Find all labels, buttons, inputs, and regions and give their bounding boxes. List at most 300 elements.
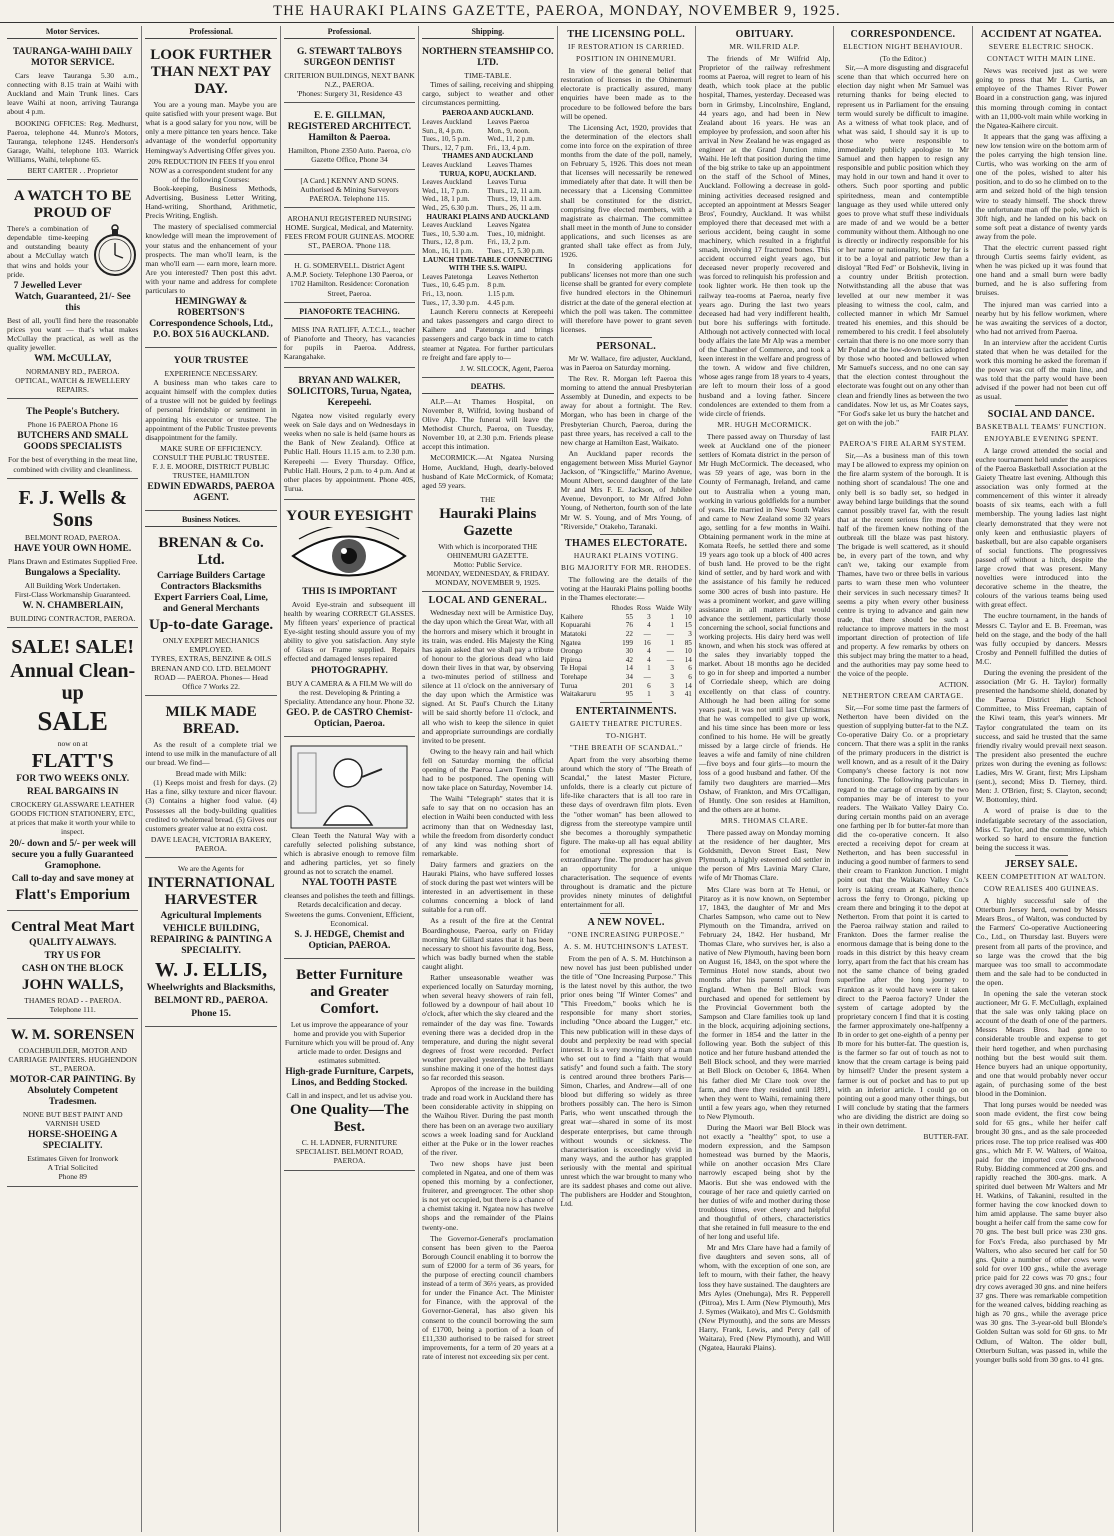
voting-row: [561, 690, 692, 699]
timetable-cell-right: Thurs., 19, 11 a.m.: [487, 195, 542, 204]
article-paragraph: There passed away on Monday morning at the residence of her daughter, Mrs Goldsmith, Devon Street East, New Plymouth, a highly esteemed old settler in the person of Mrs Lavinia Mary Clare, wife of Mr Thomas Clare.: [698, 827, 831, 883]
timetable-row: [422, 281, 553, 290]
timetable-cell-left: Tues., 17, 3.30 p.m.: [422, 298, 480, 307]
article-heading: JERSEY SALE.: [1004, 858, 1078, 870]
article-subheading: IF RESTORATION IS CARRIED.: [568, 42, 685, 51]
timetable-cell-right: Wed., 11, 2 p.m.: [487, 135, 535, 144]
timetable-cell-right: Leaves Paeroa: [487, 118, 530, 127]
article-subheading: "ONE INCREASING PURPOSE.": [567, 929, 685, 939]
vote-count: —: [643, 672, 651, 681]
letter-salutation: (To the Editor.): [879, 54, 927, 64]
ad-hemingway: [145, 42, 276, 348]
article-subheading: CONTACT WITH MAIN LINE.: [986, 54, 1096, 64]
timetable-cell-right: 4.45 p.m.: [487, 298, 515, 307]
article-heading: ACCIDENT AT NGATEA.: [980, 29, 1102, 40]
article-heading: THE LICENSING POLL.: [567, 29, 686, 40]
voting-row: [561, 639, 692, 648]
vote-count: 10: [684, 647, 692, 656]
article-paragraph: The injured man was carried into a nearby hut by his fellow workmen, where he was awaiting the services of a doctor, who had not arrived from Paeroa.: [975, 299, 1107, 336]
timetable-cell-left: LAUNCH TIME-TABLE CONNECTING WITH THE S.S. WAIPU.: [423, 255, 553, 273]
timetable-cell-right: Mon., 9, noon.: [487, 126, 530, 135]
ad-name: WM. McCULLAY,: [34, 354, 112, 365]
article-paragraph: Apropos of the increase in the building trade and road work in Auckland there has been considerable activity in shipping on the Waihou River. During the past month there has been on an average two auxiliary scows a week loading sand for Auckland either at the Puke or in the lower reaches of the river.: [422, 1084, 554, 1157]
divider: [1015, 855, 1068, 856]
article-paragraph: In opening the sale the veteran stock auctioneer, Mr G. F. McCullagh, explained that the sale was only taking place on account of the death of one of the partners. Messrs Mears Bros. had gone to considerable trouble and expense to get their herd together, and when purchasing nothing but the best would suit them. Hence buyers had an unique opportunity, and one that would probably never occur again, of purchasing some of the best blood in the Dominion.: [975, 989, 1107, 1099]
voting-row: [561, 647, 692, 656]
section-heading: DEATHS.: [422, 381, 553, 394]
timetable-row: [422, 161, 553, 170]
article-subheading: KEEN COMPETITION AT WALTON.: [976, 871, 1107, 881]
ad-body: at prices that make it worth your while to inspect.: [10, 818, 136, 837]
ad-line: CASH ON THE BLOCK: [21, 963, 124, 974]
timetable-cell-left: Sun., 8, 4 p.m.: [422, 126, 465, 135]
ad-subtitle: BUTCHERS AND SMALL GOODS SPECIALISTS: [17, 431, 129, 453]
timetable-cell-right: Leaves Netherton: [487, 272, 539, 281]
pocket-watch-icon: [92, 224, 138, 280]
article-paragraph: The friends of Mr Wilfrid Alp, Proprietor of the railway refreshment rooms at Paeroa, will regret to learn of his death, which took place at the public hospital, Thames, yesterday. Deceased was born in Grimsby, Lincolnshire, England, 44 years ago, and had been in New Zealand about 16 years. He was an employee by profession, and soon after his arrival in New Zealand he was engaged as engineer at the Grand Junction mine, Waihi. He left that position during the time of the big strike to take up an appointment on the staff of the School of Mines, Auckland. Following a decrease in gold-mining activities deceased resigned and accepted an appointment at Messrs Seager Bros', Foundry, Auckland. It was whilst employed there that deceased met with a serious accident, being caught in some machinery, which resulted in a frightful smash, involving 17 fractured bones. This accident occurred eight years ago, but deceased never properly recovered and was forced to relinquish his profession and took lighter work. He then took up the railway tea-rooms at Paeroa, nearly five years ago. During the last two years deceased had had very indifferent health, but bore his sufferings with fortitude. Although not actively connected with local body affairs the late Mr Alp was a member of the Chamber of Commerce, and took a keen interest in the welfare and progress of the town. A widow and five children, whose ages range from 18 years to 4 years, are left to mourn their loss of a good husband and a loving father. Sincere condolences are extended to them from a wide circle of friends.: [698, 54, 831, 418]
ad-name: FLATT'S: [31, 750, 114, 773]
ad-motor-service: [7, 42, 138, 180]
ad-footer: BRENAN AND CO. LTD. BELMONT ROAD — PAEROA. Phones— Head Office 7 Works 22.: [151, 663, 272, 691]
paper-incorporated: With which is incorporated THE OHINEMURI GAZETTE.: [438, 541, 538, 560]
ad-title: TAURANGA-WAIHI DAILY MOTOR SERVICE.: [12, 47, 133, 69]
ad-caption: Clean Teeth the Natural Way with a carefully selected polishing substance, which is abrasive enough to remove film and adhering particles, yet so finely ground as not to scratch the enamel.: [283, 830, 416, 877]
ad-body: BOOKING OFFICES: Reg. Medhurst, Paeroa, telephone 44. Munro's Motors, Tauranga, telephone 124S. Henderson's Garage, Waihi, telephone 103. Warrick Williams, Waihi, telephone 65.: [7, 118, 139, 164]
timetable-cell-right: Thurs., 12, 11 a.m.: [487, 186, 542, 195]
article-paragraph: The euchre tournament, in the hands of Messrs C. Taylor and E. B. Freeman, was held on the stage, and the body of the hall was fully occupied by dancers. Messrs Crosby and Pennell fulfilled the duties of M.C.: [975, 611, 1107, 666]
death-notice: ALP.—At Thames Hospital, on November 8, Wilfrid, loving husband of Olive Alp. The funeral will leave the Methodist Church, Paeroa, on Tuesday, November 10, at 2.30 p.m. Friends please accept this intimation.: [422, 396, 554, 452]
paper-published: MONDAY, WEDNESDAY, & FRIDAY.: [426, 569, 550, 579]
column-6: [696, 26, 834, 1532]
article-paragraph: Wednesday next will be Armistice Day, the day upon which the Great War, with all the horrors and misery which it brought in its train, was ended. His Majesty the King has again asked that we shall pay a tribute of honour to the glorious dead who laid down their lives in that war, by observing a two-minutes period of stillness and silence at 11 o'clock on the anniversary of the day upon which the Armistice was signed. At St. Paul's Church the Litany will be said shortly before 11 o'clock, and all who wish to keep the silence in quiet and appropriate surroundings are cordially invited to be present.: [422, 608, 554, 745]
timetable-row: [422, 238, 553, 247]
timetable-row: [422, 144, 553, 153]
ad-name: W. N. CHAMBERLAIN,: [22, 601, 124, 611]
timetable-cell-left: Wed., 25, 6.30 p.m.: [422, 204, 479, 212]
timetable-row: [422, 273, 553, 282]
ad-eyesight: [284, 503, 415, 737]
timetable-body: [422, 109, 553, 307]
article-paragraph: A word of praise is due to the indefatigable secretary of the association, Miss C. Taylor, and the committee, which worked so hard to ensure the function being the success it was.: [975, 806, 1107, 852]
letter-paragraph: Sir,—A more disgusting and disgraceful scene than that which occurred here on election day night when Mr Samuel was returning thanks for being elected to represent us in Parliament for the ensuing term would surely be difficult to imagine. As a witness of what took place, and of what was said, I should say it is up to those who were responsible to immediately publicly apologise to Mr Samuel and then happen to resign any responsible and public position which they may hold in our town and hand it over to others. Such poor sporting and public spiritedness, mean and contemptible language as they used while uttered only goes to prove what stuff these individuals are made of and we would be a better community without them. Although no one is directly or indirectly responsible for his or her name or nationality, better by far is it to be a loyal and patriotic Jew than a disloyal "Red Fed" or Bolshevik, living in a country under British protection. Notwithstanding all the abuse that was levelled at our new member it was pleasing to witness the cool, calm, and collected manner in which Mr Samuel treated his enemies, and this should be remembered to his credit. I feel absolutely certain that there is no one more sorry than Mr Poland at the low-down tactics adopted by those who hooted and bellowed when Mr Samuel's success, and no one can say that the election contest throughout the electorate was fought out on any other than clean and friendly lines as between the two candidates. Now let us, as Mr Coates says, "For God's sake let us bury the hatchet and get on with the job.": [837, 63, 969, 427]
article-subheading: A. S. M. HUTCHINSON'S LATEST.: [563, 941, 689, 951]
article-subheading: HAURAKI PLAINS VOTING.: [573, 550, 679, 560]
ad-line: FOR TWO WEEKS ONLY.: [16, 774, 130, 785]
ad-name: S. J. HEDGE, Chemist and Optician, PAEROA.: [294, 929, 405, 951]
ad-heading: REAL BARGAINS IN: [27, 787, 119, 798]
ad-line: NONE BUT BEST PAINT AND VARNISH USED: [22, 1110, 123, 1129]
voting-row: [561, 621, 692, 630]
ad-title: Central Meat Mart: [11, 918, 135, 935]
ad-phone: Phone 16 PAEROA Phone 16: [27, 420, 118, 430]
ad-price: 7 Jewelled Lever Watch, Guaranteed, 21/- See this: [13, 280, 131, 313]
ad-slogan: One Quality—The Best.: [290, 1102, 409, 1136]
ad-subtitle: EXPERIENCE NECESSARY.: [164, 369, 258, 379]
vote-count: 3: [670, 690, 674, 699]
ad-line: Call to-day and save money at: [11, 873, 134, 884]
ad-name: HEMINGWAY & ROBERTSON'S Correspondence Schools, Ltd., P.O. BOX 516 AUCKLAND.: [149, 297, 273, 341]
ad-name: Flatt's Emporium: [15, 886, 130, 903]
timetable-cell-left: Thurs., 12, 8 p.m.: [422, 238, 474, 247]
ad-services: Carriage Builders Cartage Contractors Blacksmiths Expert Farriers Coal, Lime, and General Merchants: [154, 571, 268, 615]
ad-list: (1) Keeps moist and fresh for days. (2) Has a fine, silky texture and nicer flavour. (3) Contains a higher food value. (4) Possesses all the body-building qualities credited to wholemeal bread. (5) Gives our customers greater value at no extra cost.: [145, 778, 277, 833]
booth-name: Waitakaruru: [560, 690, 596, 699]
vote-count: 6: [647, 681, 651, 690]
article-paragraph: A highly successful sale of the Otterburn Jersey herd, owned by Messrs Mears Bros., of Walton, was conducted by the Farmers' Co-operative Auctioneering Co., Ltd., on Thursday last. Buyers were present from all parts of the province, and so large was the crowd that the big marquee was too small to accommodate them and the sale had to be conducted in the open.: [975, 896, 1107, 987]
ad-title: NYAL TOOTH PASTE: [302, 878, 397, 889]
booth-name: Te Hopai: [560, 664, 587, 673]
booth-name: Kaihere: [560, 612, 584, 621]
ad-nyal: [284, 740, 415, 959]
ad-subtitle: Annual Clean-up: [10, 660, 136, 705]
ad-subtitle: BUILDING CONTRACTOR, PAEROA.: [10, 614, 136, 623]
article-paragraph: As a result of the fire at the Central Boardinghouse, Paeroa, early on Friday morning Mr Gillard states that it has been necessary to shoot his favourite dog, Bess, which was badly burned when the stable caught alight.: [422, 916, 554, 971]
ad-line: We are the Agents for: [178, 863, 245, 873]
ad-line: First-Class Workmanship Guaranteed.: [14, 589, 131, 599]
column-2: [142, 26, 280, 1532]
ad-line: CONSULT THE PUBLIC TRUSTEE.: [152, 452, 270, 462]
article-heading: SOCIAL AND DANCE.: [987, 408, 1095, 420]
ad-milk-bread: [145, 699, 276, 858]
vote-count: 14: [684, 681, 692, 690]
timetable-cell-left: Fri., 13, noon.: [422, 289, 463, 298]
timetable-cell-left: THAMES AND AUCKLAND: [442, 152, 534, 161]
timetable-cell-left: TURUA, KOPU, AUCKLAND.: [439, 169, 537, 178]
title-prefix: THE: [480, 494, 496, 504]
divider: [600, 337, 653, 338]
vote-count: 16: [643, 638, 651, 647]
ad-list: CROCKERY GLASSWARE LEATHER GOODS FICTION STATIONERY, ETC,: [10, 800, 136, 819]
section-heading: Professional.: [145, 26, 276, 39]
vote-count: 15: [684, 621, 692, 630]
vote-count: 10: [684, 612, 692, 621]
ad-title: BRYAN AND WALKER, SOLICITORS, Turua, Ngatea, Kerepeehi.: [287, 376, 412, 409]
timetable-cell-right: Leaves Thames: [487, 161, 533, 170]
article-paragraph: It appears that the gang was affixing a new low tension wire on the bottom arm of the poles carrying the high tension line. Curtis, who was working on the arm of one of the poles, wished to alter his position, and to do so he climbed on to the arm and seized hold of the high tension wire to steady himself. The shock threw the unfortunate man off the pole, which is 30ft high, and he landed on his back on some soft peat a distance of twenty yards away from the pole.: [975, 131, 1107, 241]
vote-count: 199: [622, 638, 633, 647]
article-paragraph: News was received just as we were going to press that Mr L. Curtis, an employee of the Thames River Power Board in a construction gang, was injured this morning through coming in contact with an 11,000-volt main while working in the Ngatea-Kaihere circuit.: [975, 66, 1107, 130]
article-subheading: GAIETY THEATRE PICTURES.: [569, 718, 683, 728]
ad-agent: EDWIN EDWARDS, PAEROA AGENT.: [147, 482, 275, 504]
vote-count: 3: [670, 681, 674, 690]
timetable-cell-right: Fri., 13, 2 p.m.: [487, 238, 531, 247]
paper-title-block: [422, 492, 553, 593]
vote-count: 14: [684, 655, 692, 664]
ad-line: MAKE SURE OF EFFICIENCY.: [160, 443, 263, 453]
column-7: [834, 26, 972, 1532]
ad-title: YOUR TRUSTEE: [173, 356, 249, 367]
ad-title: Better Furniture and Greater Comfort.: [296, 966, 403, 1017]
article-subheading: BIG MAJORITY FOR MR. RHODES.: [561, 562, 692, 572]
timetable-row: [422, 152, 553, 161]
article-paragraph: During the evening the president of the association (Mr G. H. Taylor) formally presented the handsome shield, donated by the Paeroa District High School Committee, to Miss Freeman, captain of the Kiwi team, this year's winners. Mr Taylor congratulated the team on its success, and said he trusted that the same friendly rivalry would prevail next season. The president also presented the euchre prizes won during the evening as follows: Ladies, Mrs W. Grant, first; Mrs Lipsham (sent.), second; Miss D. Tierney, third. Men: J. O'Brien, first; S. Clayton, second; W. Bottomley, third.: [975, 668, 1107, 805]
ad-services: VEHICLE BUILDING, REPAIRING & PAINTING A SPECIALITY.: [150, 924, 272, 957]
timetable-cell-right: 1.15 p.m.: [487, 289, 515, 298]
ad-body: Book-keeping, Business Methods, Advertising, Business Letter Writing, Hand-writing, Shorthand, Arithmetic, Precis Writing, English.: [145, 183, 277, 221]
ad-phone: 'Phones: Surgery 31, Residence 43: [296, 89, 403, 99]
section-heading: Motor Services.: [7, 26, 138, 39]
ad-subtitle: Agricultural Implements: [160, 911, 262, 922]
column-3: [281, 26, 419, 1532]
vote-count: 95: [625, 690, 633, 699]
timetable-cell-right: Fri., 13, 4 p.m.: [487, 143, 531, 152]
timetable-row: [422, 299, 553, 308]
timetable-cell-left: Tues., 10, 6.45 p.m.: [422, 281, 480, 290]
masthead: THE HAURAKI PLAINS GAZETTE, PAEROA, MONDAY, NOVEMBER 9, 1925.: [0, 0, 1114, 23]
booth-name: Ngatea: [560, 638, 581, 647]
ad-somervell: [284, 258, 415, 302]
article-subheading: TO-NIGHT.: [605, 730, 647, 740]
ad-line: TRY US FOR: [44, 950, 101, 961]
vote-count: 85: [684, 638, 692, 647]
ad-ladner: [284, 962, 415, 1171]
ad-tagline: OPTICAL, WATCH & JEWELLERY REPAIRS.: [15, 376, 131, 395]
timetable-cell-right: Leaves Turua: [487, 178, 527, 187]
vote-count: 22: [625, 629, 633, 638]
timetable-cell-left: Leaves Auckland: [422, 178, 472, 187]
ad-name: DAVE LEACH, VICTORIA BAKERY, PAEROA.: [150, 834, 272, 853]
booth-name: Pipiroa: [560, 655, 582, 664]
article-subheading: PAEROA'S FIRE ALARM SYSTEM.: [839, 439, 967, 449]
ad-offer: 20% REDUCTION IN FEES If you enrol NOW as a correspondent student for any of the following Courses:: [147, 156, 275, 184]
timetable-cell-right: 8 p.m.: [487, 281, 506, 290]
article-subheading: BASKETBALL TEAMS' FUNCTION.: [976, 421, 1107, 431]
vote-count: 55: [625, 612, 633, 621]
vote-count: 34: [625, 672, 633, 681]
vote-count: 42: [625, 655, 633, 664]
article-subheading: "THE BREATH OF SCANDAL.": [569, 742, 683, 752]
ad-body: Ngatea now visited regularly every week on Sale days and on Wednesdays in weeks when no sale is held (same hours as the Bank of New Zealand). Office at Public Hall. Hours 11.15 a.m. to 2.30 p.m. Kerepeehi — Every Thursday. Office, Public Hall. Hours, 2 p.m. to 4 p.m. And at other places by appointment. Phone 40S, Turua.: [283, 411, 416, 493]
vote-count: 76: [625, 621, 633, 630]
timetable-row: [422, 213, 553, 222]
article-heading: OBITUARY.: [735, 29, 794, 40]
vote-count: 4: [647, 655, 651, 664]
article-paragraph: In view of the general belief that restoration of licenses in the Ohinemuri electorate is practically assured, many enquiries have been made as to the procedure to be followed before the bars will be opened.: [560, 66, 692, 121]
timetable-cell-right: Thurs., 26, 11 a.m.: [487, 204, 542, 212]
column-5: [558, 26, 696, 1532]
ad-address: BELMONT RD., PAEROA.: [154, 996, 268, 1007]
vote-count: 30: [625, 647, 633, 656]
article-heading: CORRESPONDENCE.: [850, 29, 956, 40]
article-paragraph: There passed away on Thursday of last week at Auckland one of the pioneer settlers of Komata district in the person of Mr Hugh McCormick. The deceased, who was 59 years of age, was born in the County of Fermanagh, Ireland, and came out to Australia when a young man, working in various goldfields for a number of years. He married in New South Wales and came to New Zealand some 32 years ago, settling for a few months in Waihi. Obtaining permanent work in the mine at Komata Reefs, he settled there and some 19 years ago took up a block of 400 acres of bush land. He proved to be the right kind of settler, and by hard work and with the assistance of his family he reduced some 300 acres of bush into pasture. He was a prominent worker, and gave willing assistance in all matters that would advance the settlement, particularly those concerning the school, social functions and working projects. His dairy herd was well known, and when his stock was offered at the sales they invariably topped the market. About 18 months ago he decided to go in for sheep and imported a number of Corriedale sheep, which are doing excellently on that class of country. Although he had been ailing for some years past, it was not until last Christmas that he was compelled to give up work, and his time since has been more or less confined to his home. He will be greatly missed by a large circle of friends. He leaves a wife and family of nine children—five boys and four girls—to mourn the loss of a good husband and father. Of the family two daughters are married—Mrs Oshaw, of Frankton, and Mrs O'Calligan, of Huntly. One son resides at Hamilton, and the others are at home.: [698, 431, 831, 814]
booth-name: Orongo: [560, 647, 583, 656]
ad-title: A WATCH TO BE PROUD OF: [13, 188, 132, 222]
article-paragraph: Mr and Mrs Clare have had a family of five daughters and seven sons, all of whom, with the exception of one son, are left to mourn, with their father, the heavy loss they have sustained. The daughters are Mrs Ayles (Onehunga), Mrs R. Pepperell (Pitroa), Mrs I. Arm (New Plymouth), Mrs J. Symes (Waikato), and Mrs C. Goldsmith (New Plymouth), and the sons are Messrs Harry, Frank, Lewis, and Percy (all of Waitara), Fred (New Plymouth), and Will (Ngatea, Hauraki Plains).: [698, 1243, 831, 1353]
voting-table-body: [561, 613, 692, 699]
ad-body: Cars leave Tauranga 5.30 a.m., connecting with 8.15 train at Waihi with Auckland and Main Trunk lines. Cars leave Waihi at noon, arriving Tauranga about 4 p.m.: [7, 71, 139, 117]
ad-agent: J. W. SILCOCK, Agent, Paeroa: [460, 363, 554, 373]
article-paragraph: That the electric current passed right through Curtis seems fairly evident, as when he was picked up it was found that one hand and a small burn were badly burned, and he is also suffering from bruises.: [975, 242, 1107, 298]
article-paragraph: Dairy farmers and graziers on the Hauraki Plains, who have suffered losses of stock during the past wet winters will be interested in an advertisement in these columns concerning a block of land suitable for a run off.: [422, 859, 554, 915]
ad-body: AROHANUI REGISTERED NURSING HOME. Surgical, Medical, and Maternity. FEES FROM FOUR GUINEAS. MOORE ST., PAEROA. 'Phone 118.: [284, 213, 415, 251]
ad-line: HORSE-SHOEING A SPECIALITY.: [27, 1130, 118, 1152]
ad-body: H. G. SOMERVELL. District Agent A.M.P. Society. Telephone 130 Paeroa, or 1702 Hamilton. Residence: Coronation Street, Paeroa.: [286, 261, 413, 298]
ad-line: Bungalows a Speciality.: [25, 567, 121, 578]
vote-count: 1: [647, 690, 651, 699]
article-paragraph: The Licensing Act, 1920, provides that the determination of the electors shall come into force on the expiration of three months from the date of the poll, namely, on February 5, 1926. This does not mean that licenses will necessarily be renewed immediately after that date. It will then be necessary that a Licensing Committee shall be constituted for the district, comprising five elected members, with a magistrate as chairman. The committee shall meet in the month of June to consider applications, and such licenses as are granted shall take effect as from July, 1926.: [560, 122, 692, 260]
ad-title: YOUR EYESIGHT: [286, 507, 413, 524]
timetable-cell-left: Leaves Auckland: [422, 118, 472, 127]
ad-body: MISS INA RATLIFF, A.T.C.L., teacher of Pianoforte and Theory, has vacancies for pupils in Paeroa. Address, Karangahake.: [283, 324, 416, 361]
ad-butchery: [7, 402, 138, 478]
column-8: [973, 26, 1110, 1532]
timetable-row: [422, 230, 553, 239]
ad-name: GEO. P. de CASTRO Chemist-Optician, Paeroa.: [286, 707, 413, 729]
timetable-cell-left: PAEROA AND AUCKLAND.: [442, 109, 534, 118]
columns: [4, 26, 1110, 1532]
voting-table-header: [561, 604, 692, 613]
timetable-row: [422, 221, 553, 230]
booth-name: Torehape: [560, 672, 588, 681]
ad-subtitle: Wheelwrights and Blacksmiths,: [146, 983, 276, 994]
man-brushing-teeth-icon: [290, 745, 408, 829]
voting-header-cell: Wily: [677, 604, 692, 613]
timetable-row: [422, 135, 553, 144]
article-paragraph: The following are the details of the voting at the Hauraki Plains polling booths in the Thames electorate:—: [560, 574, 692, 603]
ad-body: For the best of everything in the meat line, combined with civility and cleanliness.: [8, 455, 138, 474]
ad-body: [A Card.] KENNY AND SONS. Authorised & Mining Surveyors PAEROA. Telephone 115.: [300, 175, 399, 203]
article-paragraph: In considering applications for publicans' licenses not more than one such license shall be granted for every complete five hundred electors in the Ohinemuri district at the date of the general election at which the poll was taken. The committee will therefore have power to grant seven licenses.: [560, 261, 692, 334]
section-heading: PIANOFORTE TEACHING.: [284, 306, 415, 319]
ad-brenan: [145, 530, 276, 696]
voting-row: [561, 630, 692, 639]
timetable-cell-left: Thurs., 12, 7 p.m.: [422, 143, 474, 152]
ad-line: MOTOR-CAR PAINTING. By Absolutely Competent Tradesmen.: [9, 1075, 136, 1108]
divider: [1015, 405, 1068, 406]
ad-phone: Phone 89: [58, 1172, 87, 1182]
ad-line: All Building Work Undertaken.: [24, 580, 121, 590]
vote-count: 3: [670, 672, 674, 681]
article-heading: LOCAL AND GENERAL.: [428, 595, 548, 607]
article-heading: ENTERTAINMENTS.: [575, 705, 677, 717]
vote-count: 6: [688, 672, 692, 681]
article-paragraph: Owing to the heavy rain and hail which fell on Saturday morning the official opening of the Paeroa Lawn Tennis Club had to be postponed. The opening will now take place on Saturday, November 14.: [422, 746, 554, 793]
letter-signature: BUTTER-FAT.: [923, 1132, 969, 1142]
ad-heading: HAVE YOUR OWN HOME.: [14, 543, 132, 554]
ad-body: COACHBUILDER, MOTOR AND CARRIAGE PAINTERS. HUGHENDON ST., PAEROA.: [8, 1045, 137, 1073]
letter-paragraph: Sir,—For some time past the farmers of Netherton have been divided on the question of supplying butter-fat to the N.Z. Co-operative Dairy Co. or a proprietary concern. That there was a split in the ranks of the primary producers in the district is well known, and as a result of it the Dairy Company's cheese factory is not now functioning. The following particulars in regard to the cartage of cream by the two companies may be of interest to your readers. The Waikato Valley Dairy Co. during certain months paid on an average one farthing per lb for butter-fat more than did the co-operative concern. It also erected a receiving depot for cream at Netherton, and has been successful in inducing a good number of farmers to send their cream to Frankton Junction. I might point out that the Waikato Valley Co.'s lorry is taking cream at Kaihere, thence across the ferry to Orongo, picking up cream there and bringing it to the depot at Netherton. From that point it is carted to the Paeroa railway station and railed to Frankton. Does the farmer realise the enormous damage that is being done to the roads in this district by this heavy cream lorry, apart from the fact that his cream has not the same chance of being graded superfine after the long journey to Frankton as it would have were it taken direct to the Paeroa factory? Under the system of cartage adopted by the proprietary concern I find that it is costing the farmer approximately one-halfpenny a lb in order to get one-eighth of a penny per lb more for his butter-fat. The question is, is the farmer so far out of touch as not to know that the cream cartage is being paid by himself? Under the present system a farmer is out of pocket and has to put up with an inferior article. I could go on pointing out a good many other things, but I will conclude by stating that the farmers who are dividing the district are doing so in their own detriment.: [837, 702, 969, 1130]
vote-count: 6: [688, 664, 692, 673]
voting-header-cell: Ross: [636, 604, 651, 613]
ad-public-trustee: [145, 351, 276, 511]
ad-meat-mart: [7, 914, 138, 1019]
ad-title: NORTHERN STEAMSHIP CO. LTD.: [422, 47, 554, 69]
timetable-row: [422, 187, 553, 196]
vote-count: 3: [688, 629, 692, 638]
timetable-cell-left: Leaves Auckland: [422, 161, 472, 170]
ad-body: Best of all, you'll find here the reasonable prices you want — that's what makes McCullay the practical, as well as the quality jeweller.: [7, 315, 139, 352]
ad-address: CRITERION BUILDINGS, NEXT BANK N.Z., PAEROA.: [284, 71, 415, 90]
divider: [600, 534, 653, 535]
ad-line: Estimates Given for Ironwork: [27, 1154, 119, 1164]
article-subheading: COW REALISES 400 GUINEAS.: [983, 883, 1099, 893]
section-heading: Business Notices.: [145, 514, 276, 527]
ad-ratliff: [284, 322, 415, 368]
voting-row: [561, 656, 692, 665]
article-subheading: SEVERE ELECTRIC SHOCK.: [988, 42, 1094, 51]
column-4: [419, 26, 557, 1532]
vote-count: —: [666, 629, 674, 638]
timetable-cell-left: Tues., 10, 5 p.m.: [422, 135, 471, 144]
ad-footer: BERT CARTER . . Proprietor: [27, 166, 118, 176]
ad-steamship: [422, 42, 553, 378]
ad-line: Bread made with Milk:: [175, 769, 247, 779]
booth-name: Turua: [560, 681, 578, 690]
ad-sale-word: SALE: [37, 706, 108, 737]
letter-signature: ACTION.: [938, 680, 969, 690]
ad-title: INTERNATIONAL HARVESTER: [147, 875, 275, 909]
ad-body: A business man who takes care to acquaint himself with the complex duties of a trustee will not be guided by feelings of personal friendship or sentiment in appointing his executor or trustee. The appointment of the Public Trustee prevents disappointment for the family.: [145, 378, 277, 442]
article-paragraph: Rather unseasonable weather was experienced locally on Saturday morning, when several heavy showers of rain fell, followed by a downpour of hail about 10 o'clock, after which the sky cleared and the remainder of the day was fine. Towards evening there was a decided drop in the temperature, and during the night several degrees of frost were recorded. Perfect weather prevailed yesterday, the brilliant sunshine making it one of the hottest days so far recorded this season.: [422, 973, 554, 1083]
death-notice: McCORMICK.—At Ngatea Nursing Home, Auckland, Hugh, dearly-beloved husband of Kate McCormick, of Komata; aged 59 years.: [422, 453, 554, 490]
divider: [600, 913, 653, 914]
timetable-row: [422, 118, 553, 127]
article-paragraph: A large crowd attended the social and euchre tournament held under the auspices of the Paeroa Basketball Association at the Gaiety Theatre last evening. Although this association was only formed at the commencement of this winter it already boasts of six teams, each with a full membership. The young ladies last night clearly demonstrated that they were not only keen and enthusiastic players of basketball, but are also capable organisers of social functions. The progressives passed off without a hitch, despite the large crowd that was present. Many novelties were introduced into the decorative scheme in the theatre, the colours of the various teams being used with great effect.: [975, 445, 1107, 610]
ad-subtitle: TIME-TABLE.: [464, 71, 512, 81]
ad-title: G. STEWART TALBOYS SURGEON DENTIST: [296, 47, 402, 69]
article-paragraph: Mr W. Wallace, fire adjuster, Auckland, was in Paeroa on Saturday morning.: [560, 353, 692, 372]
ad-sorensen: [7, 1022, 138, 1187]
ad-title: E. E. GILLMAN, REGISTERED ARCHITECT. Hamilton & Paeroa.: [287, 111, 412, 144]
timetable-row: [422, 127, 553, 136]
vote-count: 4: [647, 621, 651, 630]
ad-offer: 20/- down and 5/- per week will secure you a fully Guaranteed Gramophone.: [9, 838, 136, 871]
ad-name: F. J. E. MOORE, DISTRICT PUBLIC TRUSTEE, HAMILTON: [152, 462, 270, 481]
vote-count: 1: [670, 621, 674, 630]
booth-name: Kopuarahi: [560, 621, 591, 630]
ad-kenny: [284, 173, 415, 208]
ad-title: MILK MADE BREAD.: [165, 703, 257, 737]
timetable-cell-left: HAURAKI PLAINS AND AUCKLAND: [426, 212, 550, 221]
ad-body: cleanses and polishes the teeth and fillings. Retards decalcification and decay. Sweetens the gums. Convenient, Efficient, Economical.: [283, 891, 415, 928]
timetable-row: [422, 247, 553, 256]
article-paragraph: Mrs Clare was born at Te Henui, or Pitaroy as it is now known, on September 17, 1843, the daughter of Mr and Mrs Charles Sampson, who came out to New Plymouth on the Timandra, arrived on February 24, 1842. Her husband, Mr Thomas Clare, who survives her, is also a native of New Plymouth, having been born on August 16, 1843, on the spot where the Terminus Hotel now stands, about two months after his parents' arrival from England. When the Bell Block was purchased and opened for settlement by the Provincial Government both the Sampson and Clare families took up land in the block, acquiring adjoining sections, the former in 1854 and the latter in the following year. Both the subject of this notice and her future husband attended the Bell Block school, and they were married at Bell Block on October 6, 1864. When his father died Mr Clare took over the farm, and there they resided until 1891, when they went to Waihi, remaining there until a few years ago, when they returned to New Plymouth.: [698, 884, 831, 1121]
article-heading: A NEW NOVEL.: [587, 916, 665, 928]
article-paragraph: That long purses would be needed was soon made evident, the first cow being sold for 65 gns., while her heifer calf brought 30 gns., and as the sale proceeded prices rose. The top price realised was 400 gns., which Mr F. W. Walters, of Waitoa, paid for the imported cow Goodwood Ruby. Bidding commenced at 200 gns. and rapidly reached the 300-gns. mark. A spirited duel between Mr Walters and Mr H. Watkins, of Takanini, resulted in the former having the cow knocked down to him amid applause. The same buyer also bought a heifer calf from the same cow for 70 gns. The best bull price was 230 gns. for Fox's Freda, also purchased by Mr Walters, who also secured her calf for 50 gns. Quite a number of other cows were sold for over 100 gns., while the average price paid for 22 cows was 70 gns.; four dry cows averaged 30 gns. and nine heifers 37 gns. There was remarkable competition for the weaned calves, bidding reaching as high as 70 gns., while the average price was 30 gns. The 3-year-old bull Blonde's Golden Sultan was sold for 60 gns. to Mr Odlum, of Walton. The older bull, Otterburn Sultan, was passed in, while the younger bulls sold from 30 gns. to 41 gns.: [975, 1100, 1107, 1364]
ad-name: JOHN WALLS,: [21, 976, 124, 993]
ad-heading: Up-to-date Garage.: [148, 617, 274, 634]
vote-count: 1: [670, 638, 674, 647]
ad-line: TYRES, EXTRAS, BENZINE & OILS: [150, 654, 272, 664]
vote-count: 201: [622, 681, 633, 690]
voting-header-cell: Rhodes: [611, 604, 633, 613]
eye-icon: [289, 527, 409, 585]
ad-body: Avoid Eye-strain and subsequent ill health by wearing CORRECT GLASSES. My fifteen years' experience of practical Eye-sight testing should assure you of my ability to give you satisfaction. Any style of Glass or Frame supplied. Repairs effected and damaged lenses repaired: [283, 599, 416, 664]
ad-subtitle: THIS IS IMPORTANT: [302, 586, 397, 597]
timetable-row: [422, 290, 553, 299]
paper-title: Hauraki Plains Gazette: [439, 505, 537, 539]
timetable-cell-right: Leaves Ngatea: [487, 221, 530, 230]
paper-dateline: MONDAY, NOVEMBER 9, 1925.: [435, 578, 541, 588]
timetable-cell-left: Leaves Auckland: [422, 221, 472, 230]
timetable-row: [422, 109, 553, 118]
timetable-cell-left: Leaves Patetonga: [422, 272, 473, 281]
vote-count: —: [666, 647, 674, 656]
ad-body: BUY A CAMERA & A FILM We will do the rest. Developing & Printing a Speciality. Attendance any hour. Phone 32.: [284, 678, 415, 706]
ad-title: The People's Butchery.: [26, 407, 120, 418]
letter-signature: FAIR PLAY.: [930, 428, 969, 438]
ad-talboys: [284, 42, 415, 103]
ad-line: ONLY EXPERT MECHANICS EMPLOYED.: [162, 636, 260, 655]
article-paragraph: An Auckland paper records the engagement between Miss Muriel Gaynor Jackson, of "Kingscliffe," Marino Avenue, Mount Albert, second daughter of the late Mr and Mrs F. E. Jackson, of Jubilee Avenue, Devonport, to Mr Alfred John Young, of Netherton, fourth son of the late Mr W. S. Young, and of Mrs Young, of "Riverside," Otakeho, Taranaki.: [560, 448, 692, 531]
article-paragraph: From the pen of A. S. M. Hutchinson a new novel has just been published under the title of "One Increasing Purpose." This is the latest novel by this author, the two prior ones being "If Winter Comes" and "This Freedom," books which he is responsible for many short stories, including "Once aboard the Lugger," etc. This new publication will in these days of doubt and perplexity be read with special interest. It is a very moving story of a man who set out to find a "faith that would satisfy" and found such a faith. The story is centred around three brothers Paris—Simon, Charles, and Andrew—all of one blood but differing so widely as three brothers possibly can. The hero is Simon Paris, who went unscathed through the great war—shared in some of its most desperate enterprises, but came through without wounds or sickness. The characterisation is exceedingly vivid in many ways, and the author has grappled seriously with the mental and spiritual unrest which the war brought to many who are its saddest phases and come out alive. The publishers are Hodder and Stoughton, Ltd.: [560, 953, 692, 1209]
ad-body: Launch Kereru connects at Kerepeehi and takes passengers and cargo direct to Kaihere and Patetonga and brings passengers and cargo back in time to catch steamer at Ngatea. For further particulars re freight and fare apply to—: [422, 307, 554, 362]
vote-count: 4: [647, 647, 651, 656]
ad-heading: PHOTOGRAPHY.: [311, 665, 388, 676]
ad-title: F. J. Wells & Sons: [18, 486, 127, 531]
voting-row: [561, 673, 692, 682]
section-heading: Shipping.: [422, 26, 553, 39]
